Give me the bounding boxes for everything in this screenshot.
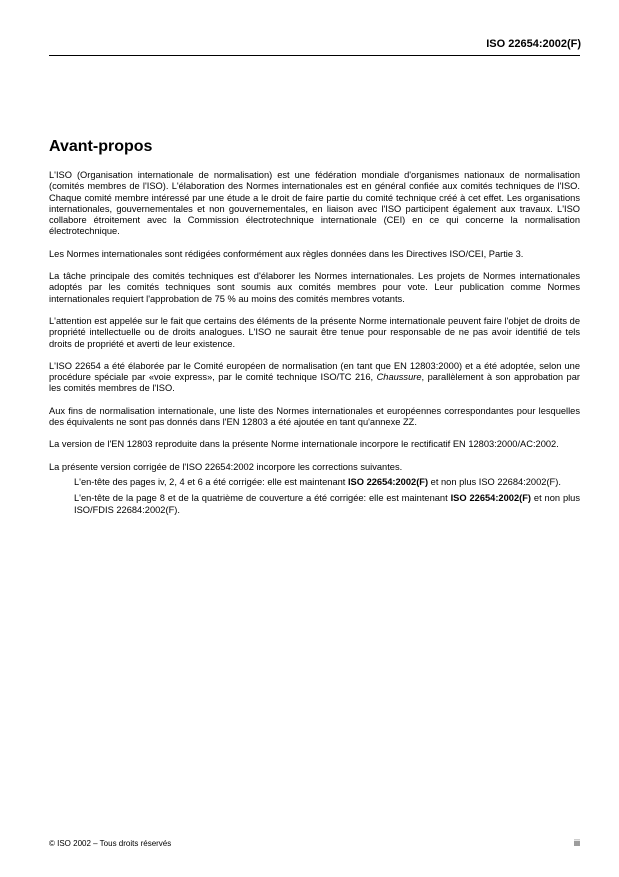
- preparation-text-start: L'ISO 22654 a été élaborée par le Comité européen de normalisation (en tant que EN 12803:2000) et a été adoptée, selon une procédure spéciale par «voie express», par le comité technique ISO/TC 216,: [49, 360, 580, 383]
- correction-2-reference: ISO 22654:2002(F): [450, 493, 531, 504]
- preparation-text-end: , parallèlement à son approbation par les comités membres de l'ISO.: [49, 372, 580, 394]
- header-divider: [49, 55, 580, 56]
- correction-item-1: [74, 477, 580, 488]
- committee-title: Chaussure: [376, 372, 422, 383]
- correction-1-end: et non plus ISO 22684:2002(F).: [428, 476, 561, 487]
- page-title: Avant-propos: [49, 138, 153, 155]
- correction-1-reference: ISO 22654:2002(F): [347, 476, 429, 487]
- paragraph-corrigendum: La version de l'EN 12803 reproduite dans la présente Norme internationale incorpore le rectificatif EN 12803:2000/AC:2002.: [49, 439, 559, 450]
- paragraph-iso-organisation: L'ISO (Organisation internationale de normalisation) est une fédération mondiale d'organismes nationaux de normalisation (comités membres de l'ISO). L'élaboration des Normes internationales est en général confiée aux comités techniques de l'ISO. Chaque comité membre intéressé par une étude a le droit de faire partie du comité technique créé à cet effet. Les organisations internationales, gouvernementales et non gouvernementales, en liaison avec l'ISO participent également aux travaux. L'ISO collabore étroitement avec la Commission électrotechnique internationale (CEI) en ce qui concerne la normalisation électrotechnique.: [49, 170, 580, 237]
- correction-1-start: L'en-tête des pages iv, 2, 4 et 6 a été corrigée: elle est maintenant: [74, 476, 348, 487]
- paragraph-preparation: [49, 361, 580, 395]
- correction-2-end: et non plus ISO/FDIS 22684:2002(F).: [74, 493, 580, 515]
- paragraph-corrected-version: La présente version corrigée de l'ISO 22654:2002 incorpore les corrections suivantes.: [49, 461, 403, 472]
- foreword-body: [49, 170, 580, 521]
- copyright-notice: © ISO 2002 – Tous droits réservés: [49, 839, 172, 848]
- document-reference: ISO 22654:2002(F): [486, 38, 581, 50]
- correction-item-2: [74, 493, 580, 516]
- paragraph-annex-zz: Aux fins de normalisation internationale, une liste des Normes internationales et européennes correspondantes pour lesquelles des équivalents ne sont pas donnés dans l'EN 12803 a été ajoutée en tant qu'annexe ZZ.: [49, 405, 580, 428]
- paragraph-directives: Les Normes internationales sont rédigées conformément aux règles données dans les Directives ISO/CEI, Partie 3.: [49, 248, 524, 259]
- correction-2-start: L'en-tête de la page 8 et de la quatrième de couverture a été corrigée: elle est maintenant: [74, 493, 451, 504]
- paragraph-patent-rights: L'attention est appelée sur le fait que certains des éléments de la présente Norme internationale peuvent faire l'objet de droits de propriété intellectuelle ou de droits analogues. L'ISO ne saurait être tenue pour responsable de ne pas avoir identifié de tels droits de propriété et averti de leur existence.: [49, 315, 580, 349]
- paragraph-technical-committees: La tâche principale des comités techniques est d'élaborer les Normes internationales. Les projets de Normes internationales adoptés par les comités techniques sont soumis aux comités membres pour vote. Leur publication comme Normes internationales requiert l'approbation de 75 % au moins des comités membres votants.: [49, 271, 580, 304]
- page-number: iii: [574, 838, 580, 848]
